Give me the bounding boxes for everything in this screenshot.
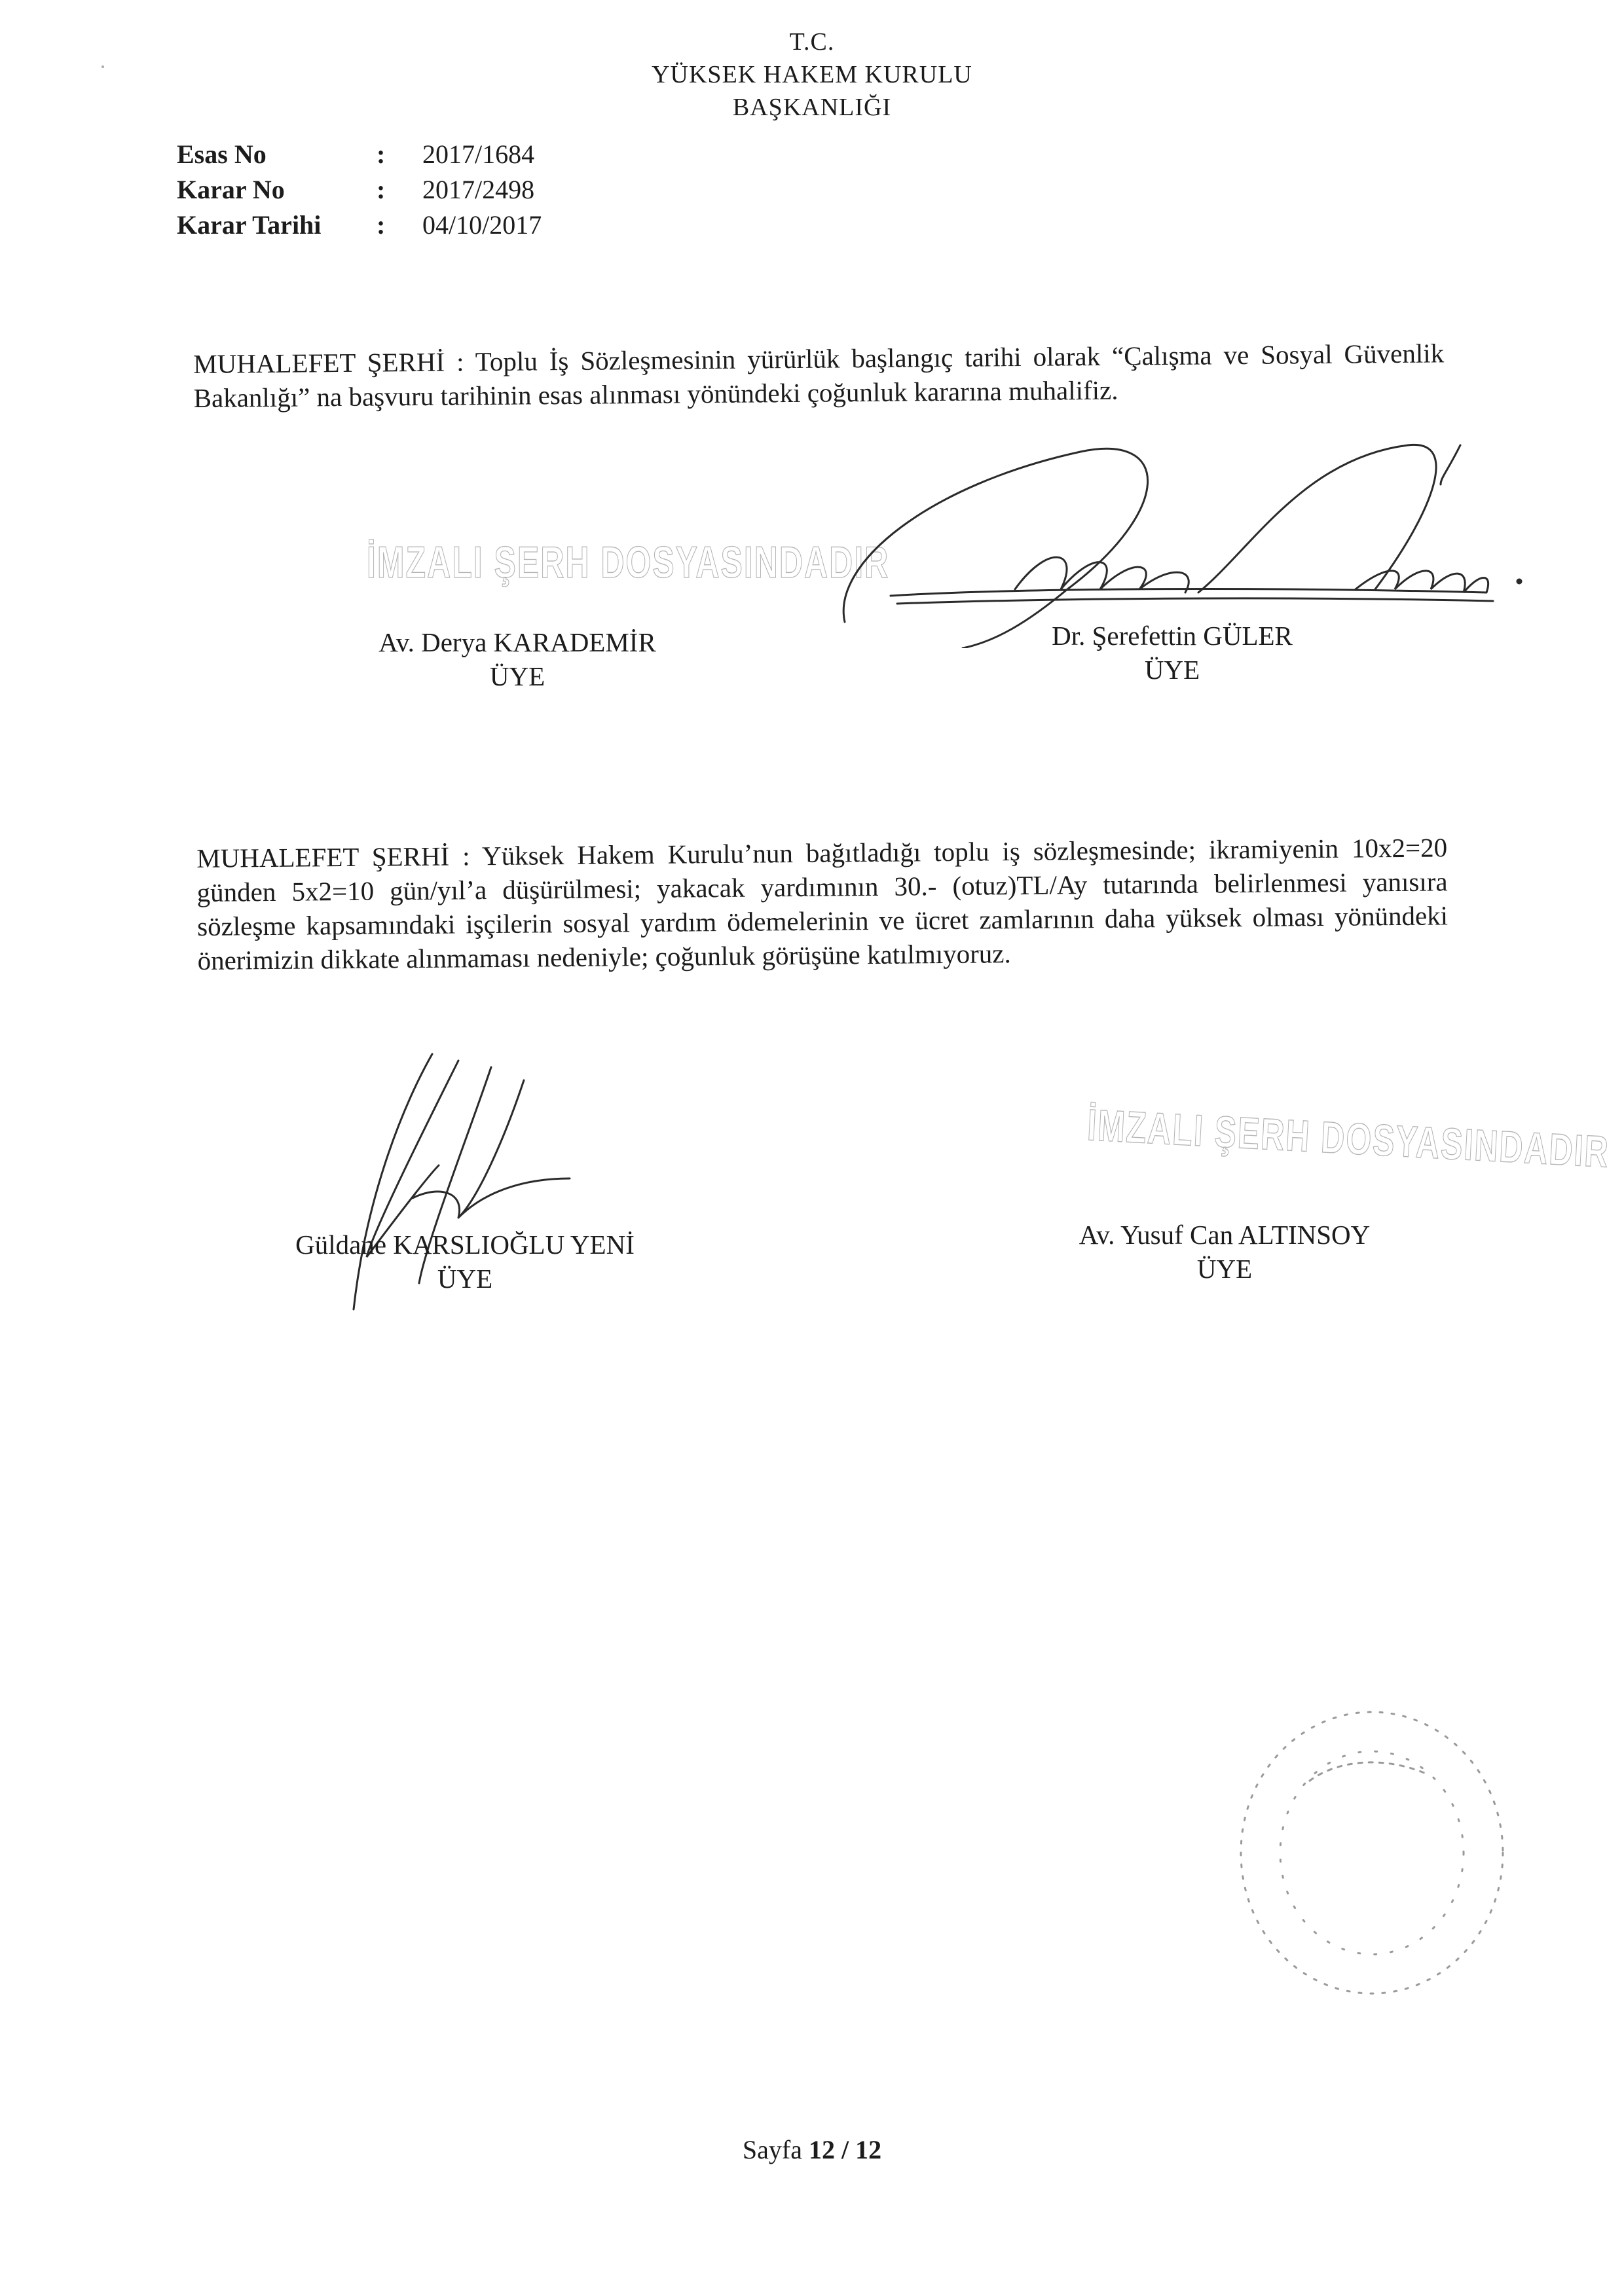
header-department: BAŞKANLIĞI bbox=[732, 94, 892, 121]
signature-guler bbox=[832, 432, 1539, 648]
case-separator: : bbox=[377, 139, 386, 169]
case-separator: : bbox=[377, 175, 386, 204]
signatory-altinsoy bbox=[989, 1218, 1460, 1286]
header-organization: YÜKSEK HAKEM KURULU bbox=[652, 61, 972, 88]
signatory-role: ÜYE bbox=[1196, 1254, 1253, 1284]
case-label: Karar Tarihi bbox=[177, 210, 322, 240]
case-row-esas bbox=[177, 137, 534, 172]
case-label: Esas No bbox=[177, 139, 267, 169]
signatory-name: Av. Yusuf Can ALTINSOY bbox=[1079, 1220, 1371, 1250]
case-row-karar bbox=[177, 173, 534, 207]
case-value: 2017/2498 bbox=[422, 175, 535, 204]
signatory-role: ÜYE bbox=[489, 661, 545, 691]
case-value: 2017/1684 bbox=[422, 139, 535, 169]
signatory-name: Av. Derya KARADEMİR bbox=[378, 627, 656, 657]
signatory-name: Güldane KARSLIOĞLU YENİ bbox=[295, 1230, 635, 1260]
case-separator: : bbox=[377, 210, 386, 240]
signatory-role: ÜYE bbox=[437, 1264, 493, 1294]
dissent-paragraph-2: MUHALEFET ŞERHİ : Yüksek Hakem Kurulu’nun bağıtladığı toplu iş sözleşmesinde; ikramiyenin 10x2=20 günden 5x2=10 gün/yıl’a düşürülmesi; yakacak yardımının 30.- (otuz)TL/Ay tutarında belirlenmesi yanısıra sözleşme kapsamındaki işçilerin sosyal yardım ödemelerinin ve ücret zamlarının daha yüksek olması yönündeki önerimizin dikkate alınmaması nedeniyle; çoğunluk görüşüne katılmıyoruz. bbox=[196, 832, 1449, 975]
signatory-name: Dr. Şerefettin GÜLER bbox=[1052, 621, 1293, 651]
page-footer-prefix: Sayfa bbox=[742, 2135, 802, 2164]
page-footer bbox=[0, 2134, 1624, 2165]
signatory-karslioglu bbox=[216, 1228, 714, 1296]
case-row-tarih bbox=[177, 208, 542, 242]
header-tc: T.C. bbox=[789, 28, 835, 56]
dissent-paragraph-1: MUHALEFET ŞERHİ : Toplu İş Sözleşmesinin yürürlük başlangıç tarihi olarak “Çalışma ve Sosyal Güvenlik Bakanlığı” na başvuru tarihinin esas alınması yönündeki çoğunluk kararına muhalifiz. bbox=[193, 338, 1445, 413]
signatory-guler bbox=[950, 619, 1395, 687]
signatory-karademir bbox=[295, 625, 740, 693]
signed-in-file-stamp: İMZALI ŞERH DOSYASINDADIR bbox=[367, 538, 890, 587]
case-label: Karar No bbox=[177, 175, 285, 204]
case-value: 04/10/2017 bbox=[422, 210, 542, 240]
page-number: 12 / 12 bbox=[808, 2135, 882, 2164]
signatory-role: ÜYE bbox=[1144, 655, 1200, 685]
signed-in-file-stamp: İMZALI ŞERH DOSYASINDADIR bbox=[1086, 1100, 1611, 1177]
faint-seal bbox=[1231, 1702, 1513, 2003]
